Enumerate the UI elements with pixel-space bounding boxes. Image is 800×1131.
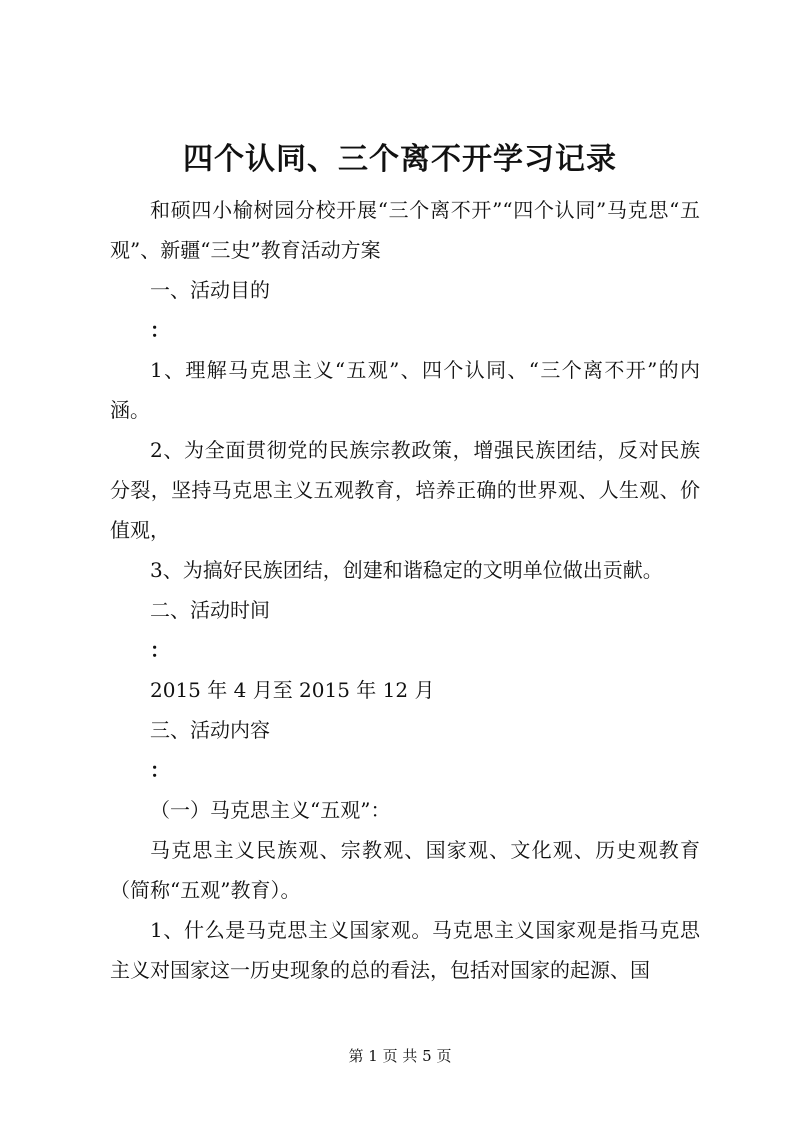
five-views-paragraph: 马克思主义民族观、宗教观、国家观、文化观、历史观教育（简称“五观”教育）。 — [110, 838, 700, 902]
activity-period: 2015 年 4 月至 2015 年 12 月 — [150, 678, 435, 702]
colon-line: ： — [150, 318, 170, 342]
colon-line: ： — [150, 638, 170, 662]
document-body — [110, 190, 700, 990]
section-heading-purpose: 一、活动目的 — [150, 278, 270, 302]
subsection-heading-five-views: （一）马克思主义“五观”： — [150, 798, 391, 822]
section-heading-time: 二、活动时间 — [150, 598, 270, 622]
state-view-paragraph: 1、什么是马克思主义国家观。马克思主义国家观是指马克思主义对国家这一历史现象的总的看法，包括对国家的起源、国 — [110, 918, 700, 982]
colon-line: ： — [150, 758, 170, 782]
purpose-item-1: 1、理解马克思主义“五观”、四个认同、“三个离不开”的内涵。 — [110, 358, 700, 422]
document-title: 四个认同、三个离不开学习记录 — [183, 142, 617, 177]
section-heading-content: 三、活动内容 — [150, 718, 270, 742]
purpose-item-2: 2、为全面贯彻党的民族宗教政策，增强民族团结，反对民族分裂，坚持马克思主义五观教育，培养正确的世界观、人生观、价值观， — [110, 438, 700, 542]
purpose-item-3: 3、为搞好民族团结，创建和谐稳定的文明单位做出贡献。 — [150, 558, 663, 582]
intro-paragraph: 和硕四小榆树园分校开展“三个离不开”“四个认同”马克思“五观”、新疆“三史”教育活动方案 — [110, 198, 700, 262]
page-footer: 第 1 页 共 5 页 — [348, 1047, 452, 1065]
